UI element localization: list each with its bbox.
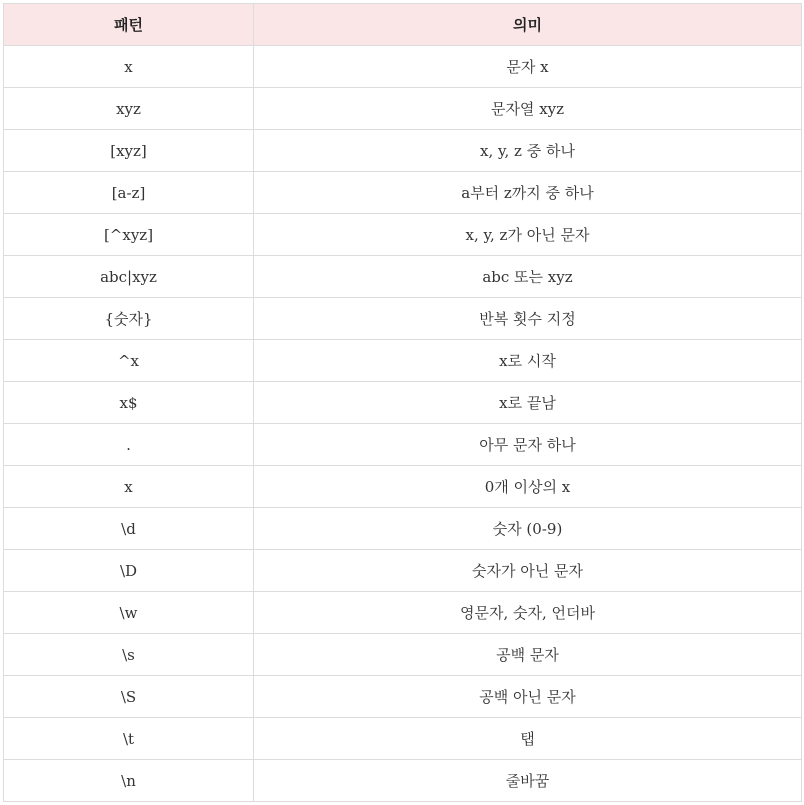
pattern-cell: {숫자} (4, 298, 254, 340)
pattern-cell: \w (4, 592, 254, 634)
meaning-cell: 공백 문자 (254, 634, 802, 676)
table-row (4, 634, 802, 676)
pattern-cell: \t (4, 718, 254, 760)
table-row (4, 340, 802, 382)
table-row (4, 382, 802, 424)
table-row (4, 130, 802, 172)
table-row (4, 424, 802, 466)
pattern-cell: \n (4, 760, 254, 802)
table-row (4, 592, 802, 634)
pattern-cell: [^xyz] (4, 214, 254, 256)
meaning-cell: 줄바꿈 (254, 760, 802, 802)
meaning-cell: 반복 횟수 지정 (254, 298, 802, 340)
header-meaning: 의미 (254, 4, 802, 46)
meaning-cell: 탭 (254, 718, 802, 760)
pattern-cell: ^x (4, 340, 254, 382)
pattern-cell: \D (4, 550, 254, 592)
table-row (4, 256, 802, 298)
pattern-cell: . (4, 424, 254, 466)
meaning-cell: x로 시작 (254, 340, 802, 382)
meaning-cell: 영문자, 숫자, 언더바 (254, 592, 802, 634)
meaning-cell: abc 또는 xyz (254, 256, 802, 298)
pattern-cell: \S (4, 676, 254, 718)
header-pattern: 패턴 (4, 4, 254, 46)
table-row (4, 466, 802, 508)
meaning-cell: 아무 문자 하나 (254, 424, 802, 466)
pattern-cell: \d (4, 508, 254, 550)
meaning-cell: x, y, z가 아닌 문자 (254, 214, 802, 256)
table-row (4, 214, 802, 256)
pattern-cell: [xyz] (4, 130, 254, 172)
pattern-cell: abc|xyz (4, 256, 254, 298)
meaning-cell: 숫자 (0-9) (254, 508, 802, 550)
header-row (4, 4, 802, 46)
meaning-cell: 숫자가 아닌 문자 (254, 550, 802, 592)
table-row (4, 298, 802, 340)
meaning-cell: 문자 x (254, 46, 802, 88)
meaning-cell: 문자열 xyz (254, 88, 802, 130)
pattern-cell: [a-z] (4, 172, 254, 214)
table-row (4, 46, 802, 88)
pattern-cell: x$ (4, 382, 254, 424)
meaning-cell: x, y, z 중 하나 (254, 130, 802, 172)
pattern-cell: x (4, 46, 254, 88)
table-row (4, 676, 802, 718)
table-row (4, 550, 802, 592)
table-header (4, 4, 802, 46)
table-row (4, 88, 802, 130)
meaning-cell: 공백 아닌 문자 (254, 676, 802, 718)
meaning-cell: x로 끝남 (254, 382, 802, 424)
pattern-cell: \s (4, 634, 254, 676)
table-row (4, 718, 802, 760)
table-row (4, 508, 802, 550)
regex-pattern-table (3, 3, 802, 802)
meaning-cell: 0개 이상의 x (254, 466, 802, 508)
table-body (4, 46, 802, 802)
table-row (4, 172, 802, 214)
table-row (4, 760, 802, 802)
pattern-cell: xyz (4, 88, 254, 130)
meaning-cell: a부터 z까지 중 하나 (254, 172, 802, 214)
pattern-cell: x (4, 466, 254, 508)
